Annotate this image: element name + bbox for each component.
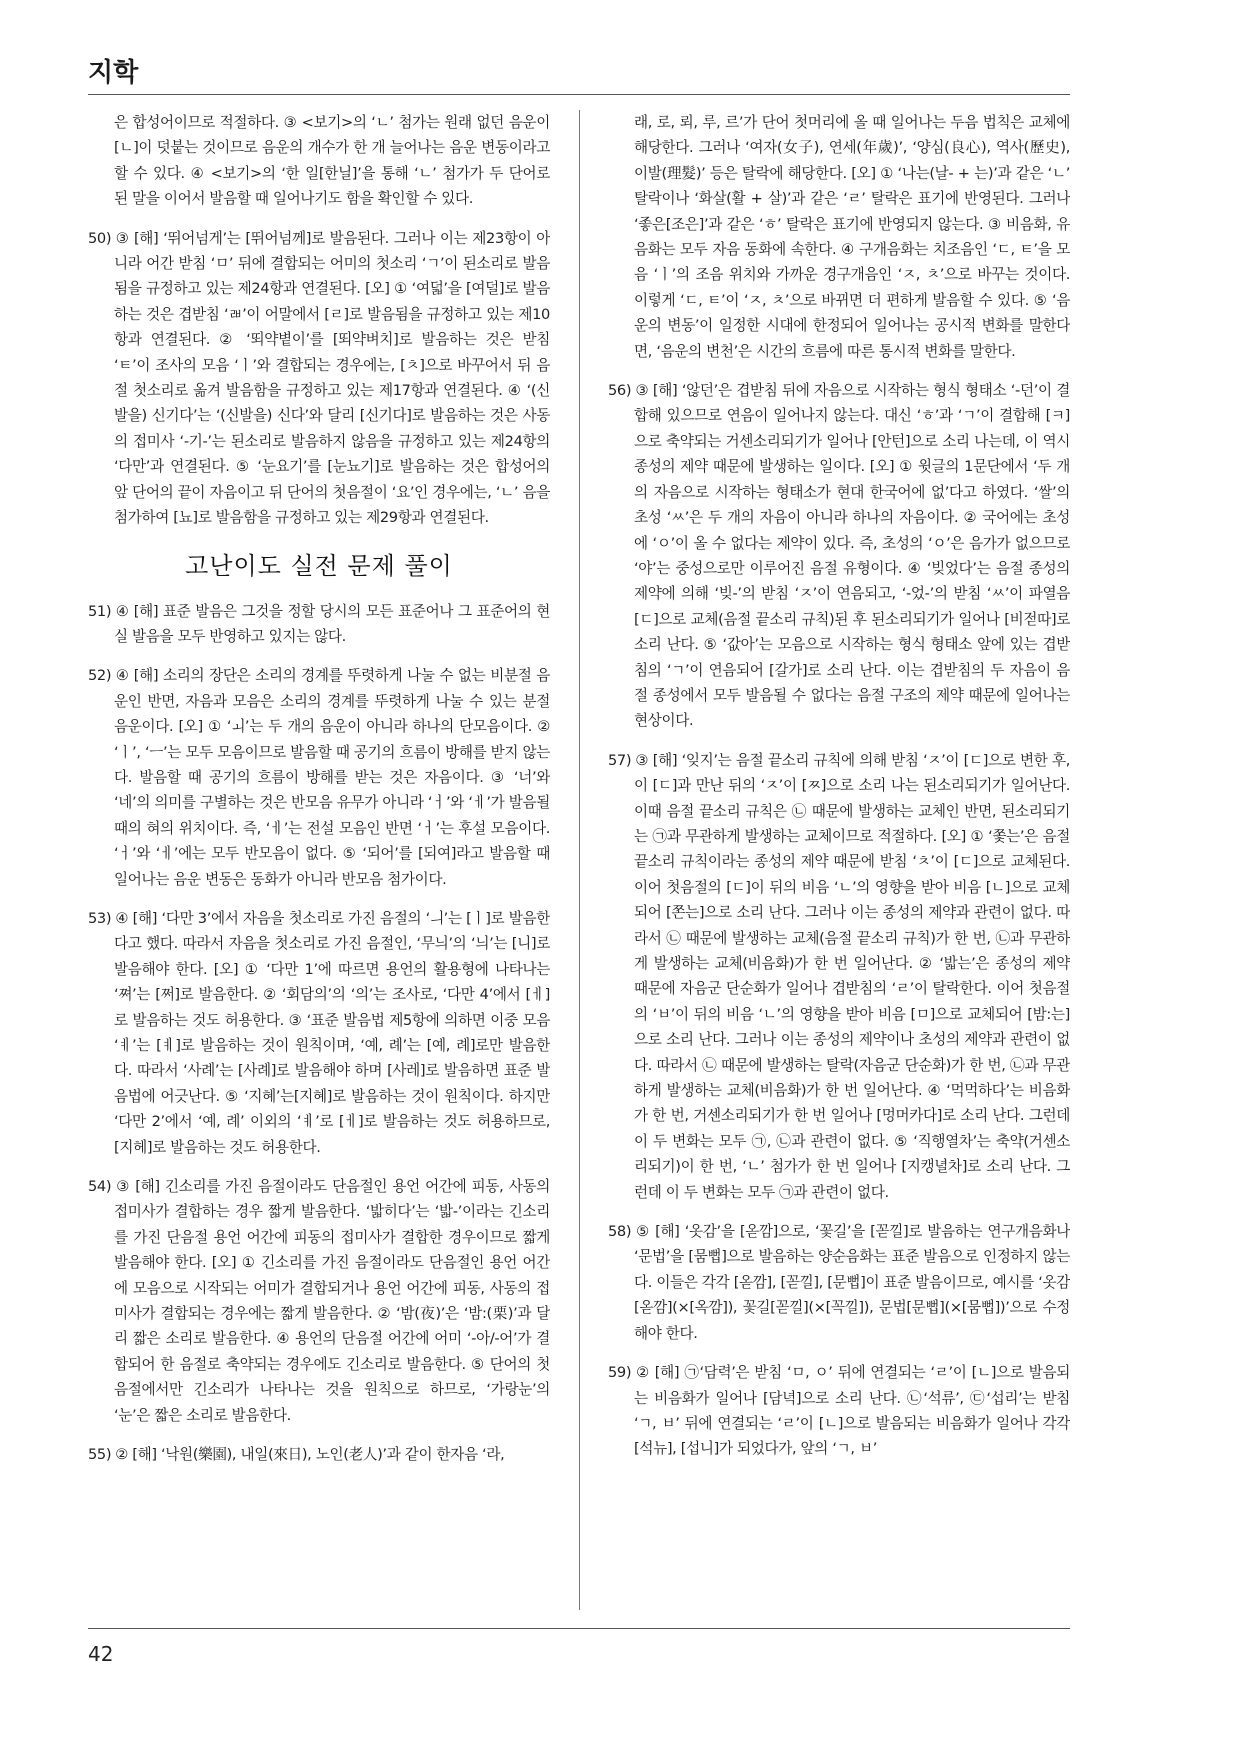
item-number: 50) (88, 229, 112, 247)
answer-item-50 (88, 226, 550, 531)
item-text: ④ [해] ‘다만 3’에서 자음을 첫소리로 가진 음절의 ‘ㅢ’는 [ㅣ]로 발음한다고 했다. 따라서 자음을 첫소리로 가진 음절인, ‘무늬’의 ‘늬’는 [니]로 발음해야 한다. [오] ① ‘다만 1’에 따르면 용언의 활용형에 나타나는 ‘쪄’는 [쩌]로 발음한다. ② ‘회담의’의 ‘의’는 조사로, ‘다만 4’에서 [ㅔ]로 발음하는 것도 허용한다. ③ ‘표준 발음법 제5항에 의하면 이중 모음 ‘ㅖ’는 [ㅖ]로 발음하는 것이 원칙이며, ‘예, 례’는 [예, 례]로만 발음한다. 따라서 ‘사례’는 [사례]로 발음해야 하며 [사레]로 발음하면 표준 발음법에 어긋난다. ⑤ ‘지혜’는[지혜]로 발음하는 것이 원칙이다. 하지만 ‘다만 2’에서 ‘예, 례’ 이외의 ‘ㅖ’로 [ㅔ]로 발음하는 것도 허용하므로, [지헤]로 발음하는 것도 허용한다. (114, 909, 550, 1156)
answer-item-58 (608, 1219, 1070, 1346)
item-text: ② [해] ‘낙원(樂園), 내일(來日), 노인(老人)’과 같이 한자음 ‘라, (115, 1446, 505, 1464)
item-number: 57) (608, 751, 632, 769)
answer-item-51 (88, 599, 550, 650)
item-text: ③ [해] 긴소리를 가진 음절이라도 단음절인 용언 어간에 피동, 사동의 접미사가 결합하는 경우 짧게 발음한다. ‘밟히다’는 ‘밟-’이라는 긴소리를 가진 단음절 용언 어간에 피동의 접미사가 결합한 경우이므로 짧게 발음해야 한다. [오] ① 긴소리를 가진 음절이라도 단음절인 용언 어간에 모음으로 시작되는 어미가 결합되거나 용언 어간에 피동, 사동의 접미사가 결합되는 경우에는 짧게 발음한다. ② ‘밤(夜)’은 ‘밤:(栗)’과 달리 짧은 소리로 발음한다. ④ 용언의 단음절 어간에 어미 ‘-아/-어’가 결합되어 한 음절로 축약되는 경우에도 긴소리로 발음한다. ⑤ 단어의 첫음절에서만 긴소리가 나타나는 것을 원칙으로 하므로, ‘가랑눈’의 ‘눈’은 짧은 소리로 발음한다. (114, 1178, 550, 1424)
section-title: 고난이도 실전 문제 풀이 (185, 551, 453, 580)
answer-item-57 (608, 748, 1070, 1205)
item-number: 56) (608, 382, 632, 400)
footer-rule (88, 1628, 1070, 1629)
answer-item-53 (88, 906, 550, 1160)
answer-item-52 (88, 663, 550, 892)
continued-paragraph: 래, 로, 뢰, 루, 르’가 단어 첫머리에 올 때 일어나는 두음 법칙은 교체에 해당한다. 그러나 ‘여자(女子), 연세(年歲)’, ‘양심(良心), 역사(歷史), 이발(理髮)’ 등은 탈락에 해당한다. [오] ① ‘나는(날- + 는)’과 같은 ‘ㄴ’ 탈락이나 ‘화살(활 + 살)’과 같은 ‘ㄹ’ 탈락은 표기에 반영된다. 그러나 ‘좋은[조은]’과 같은 ‘ㅎ’ 탈락은 표기에 반영되지 않는다. ③ 비음화, 유음화는 모두 자음 동화에 속한다. ④ 구개음화는 치조음인 ‘ㄷ, ㅌ’을 모음 ‘ㅣ’의 조음 위치와 가까운 경구개음인 ‘ㅈ, ㅊ’으로 바꾸는 것이다. 이렇게 ‘ㄷ, ㅌ’이 ‘ㅈ, ㅊ’으로 바뀌면 더 편하게 발음할 수 있다. ⑤ ‘음운의 변동’이 일정한 시대에 한정되어 일어나는 공시적 변화를 말한다면, ‘음운의 변천’은 시간의 흐름에 따른 통시적 변화를 말한다. (634, 114, 1070, 360)
answer-item-56 (608, 378, 1070, 734)
item-text: ③ [해] ‘뛰어넘게’는 [뛰어넘께]로 발음된다. 그러나 이는 제23항이 아니라 어간 받침 ‘ㅁ’ 뒤에 결합되는 어미의 첫소리 ‘ㄱ’이 된소리로 발음됨을 규정하고 있는 제24항과 연결된다. [오] ① ‘여덟’을 [여덜]로 발음하는 것은 겹받침 ‘ㄼ’이 어말에서 [ㄹ]로 발음됨을 규정하고 있는 제10항과 연결된다. ② ‘뙤약볕이’를 [뙤약벼치]로 발음하는 것은 받침 ‘ㅌ’이 조사의 모음 ‘ㅣ’와 결합되는 경우에는, [ㅊ]으로 바꾸어서 뒤 음절 첫소리로 옮겨 발음함을 규정하고 있는 제17항과 연결된다. ④ ‘(신발을) 신기다’는 ‘(신발을) 신다’와 달리 [신기다]로 발음하는 것은 사동의 접미사 ‘-기-’는 된소리로 발음하지 않음을 규정하고 있는 제24항의 ‘다만’과 연결된다. ⑤ ‘눈요기’를 [눈뇨기]로 발음하는 것은 합성어의 앞 단어의 끝이 자음이고 뒤 단어의 첫음절이 ‘요’인 경우에는, ‘ㄴ’ 음을 첨가하여 [뇨]로 발음함을 규정하고 있는 제29항과 연결된다. (114, 229, 550, 527)
answer-item-59 (608, 1360, 1070, 1462)
item-number: 54) (88, 1178, 112, 1196)
page-number: 42 (88, 1642, 114, 1666)
item-text: ③ [해] ‘잊지’는 음절 끝소리 규칙에 의해 받침 ‘ㅈ’이 [ㄷ]으로 변한 후, 이 [ㄷ]과 만난 뒤의 ‘ㅈ’이 [ㅉ]으로 소리 나는 된소리되기가 일어난다. 이때 음절 끝소리 규칙은 ㉡ 때문에 발생하는 교체인 반면, 된소리되기는 ㉠과 무관하게 발생하는 교체이므로 적절하다. [오] ① ‘쫓는’은 음절 끝소리 규칙이라는 종성의 제약 때문에 받침 ‘ㅊ’이 [ㄷ]으로 교체된다. 이어 첫음절의 [ㄷ]이 뒤의 비음 ‘ㄴ’의 영향을 받아 비음 [ㄴ]으로 교체되어 [쫀는]으로 소리 난다. 그러나 이는 종성의 제약과 관련이 없다. 따라서 ㉡ 때문에 발생하는 교체(음절 끝소리 규칙)가 한 번, ㉡과 무관하게 발생하는 교체(비음화)가 한 번 일어난다. ② ‘밟는’은 종성의 제약 때문에 자음군 단순화가 일어나 겹받침의 ‘ㄹ’이 탈락한다. 이어 첫음절의 ‘ㅂ’이 뒤의 비음 ‘ㄴ’의 영향을 받아 비음 [ㅁ]으로 교체되어 [밤:는]으로 소리 난다. 그러나 이는 종성의 제약이나 초성의 제약과 관련이 없다. 따라서 ㉡ 때문에 발생하는 탈락(자음군 단순화)가 한 번, ㉡과 무관하게 발생하는 교체(비음화)가 한 번 일어난다. ④ ‘먹먹하다’는 비음화가 한 번, 거센소리되기가 한 번 일어나 [멍머카다]로 소리 난다. 그런데 이 두 변화는 모두 ㉠, ㉡과 관련이 없다. ⑤ ‘직행열차’는 축약(거센소리되기)이 한 번, ‘ㄴ’ 첨가가 한 번 일어나 [지캥녈차]로 소리 난다. 그런데 이 두 변화는 모두 ㉠과 관련이 없다. (634, 751, 1070, 1201)
running-header-title: 지학 (88, 58, 139, 88)
continued-paragraph: 은 합성어이므로 적절하다. ③ <보기>의 ‘ㄴ’ 첨가는 원래 없던 음운이 [ㄴ]이 덧붙는 것이므로 음운의 개수가 한 개 늘어나는 음운 변동이라고 할 수 있다. ④ <보기>의 ‘한 일[한닐]’을 통해 ‘ㄴ’ 첨가가 두 단어로 된 말을 이어서 발음할 때 일어나기도 함을 확인할 수 있다. (114, 114, 550, 208)
item-text: ② [해] ㉠‘담력’은 받침 ‘ㅁ, ㅇ’ 뒤에 연결되는 ‘ㄹ’이 [ㄴ]으로 발음되는 비음화가 일어나 [담녁]으로 소리 난다. ㉡‘석류’, ㉢‘섭리’는 받침 ‘ㄱ, ㅂ’ 뒤에 연결되는 ‘ㄹ’이 [ㄴ]으로 발음되는 비음화가 일어나 각각 [석뉴], [섭니]가 되었다가, 앞의 ‘ㄱ, ㅂ’ (634, 1364, 1070, 1458)
item-number: 51) (88, 602, 112, 620)
answer-item-54 (88, 1174, 550, 1428)
item-number: 53) (88, 909, 112, 927)
item-text: ④ [해] 소리의 장단은 소리의 경계를 뚜렷하게 나눌 수 없는 비분절 음운인 반면, 자음과 모음은 소리의 경계를 뚜렷하게 나눌 수 있는 분절 음운이다. [오] ① ‘ㅚ’는 두 개의 음운이 아니라 하나의 단모음이다. ② ‘ㅣ’, ‘ㅡ’는 모두 모음이므로 발음할 때 공기의 흐름이 방해를 받지 않는다. 발음할 때 공기의 흐름이 방해를 받는 것은 자음이다. ③ ‘너’와 ‘네’의 의미를 구별하는 것은 반모음 유무가 아니라 ‘ㅓ’와 ‘ㅔ’가 발음될 때의 혀의 위치이다. 즉, ‘ㅔ’는 전설 모음인 반면 ‘ㅓ’는 후설 모음이다. ‘ㅓ’와 ‘ㅔ’에는 모두 반모음이 없다. ⑤ ‘되어’를 [되여]라고 발음할 때 일어나는 음운 변동은 동화가 아니라 반모음 첨가이다. (114, 667, 550, 888)
item-number: 52) (88, 667, 112, 685)
item-number: 58) (608, 1223, 632, 1241)
item-text: ④ [해] 표준 발음은 그것을 정할 당시의 모든 표준어나 그 표준어의 현실 발음을 모두 반영하고 있지는 않다. (114, 602, 550, 645)
item-text: ③ [해] ‘않던’은 겹받침 뒤에 자음으로 시작하는 형식 형태소 ‘-던’이 결합해 있으므로 연음이 일어나지 않는다. 대신 ‘ㅎ’과 ‘ㄱ’이 결합해 [ㅋ]으로 축약되는 거센소리되기가 일어나 [안턴]으로 소리 나는데, 이 역시 종성의 제약 때문에 발생하는 일이다. [오] ① 윗글의 1문단에서 ‘두 개의 자음으로 시작하는 형태소가 현대 한국어에 없’다고 하였다. ‘쌀’의 초성 ‘ㅆ’은 두 개의 자음이 아니라 하나의 자음이다. ② 국어에는 초성에 ‘ㅇ’이 올 수 없다는 제약이 있다. 즉, 초성의 ‘ㅇ’은 음가가 없으므로 ‘야’는 중성으로만 이루어진 음절 유형이다. ④ ‘빚었다’는 음절 종성의 제약에 의해 ‘빚-’의 받침 ‘ㅈ’이 연음되고, ‘-었-’의 받침 ‘ㅆ’이 파열음 [ㄷ]으로 교체(음절 끝소리 규칙)된 후 된소리되기가 일어나 [비젇따]로 소리 난다. ⑤ ‘값아’는 모음으로 시작하는 형식 형태소 앞에 있는 겹받침의 ‘ㄱ’이 연음되어 [갈가]로 소리 난다. 이는 겹받침의 두 자음이 음절 종성에서 모두 발음될 수 없다는 음절 구조의 제약 때문에 일어나는 현상이다. (634, 382, 1070, 730)
header-rule (88, 94, 1070, 95)
item-text: ⑤ [해] ‘옷감’을 [옫깜]으로, ‘꽃길’을 [꼳낄]로 발음하는 연구개음화나 ‘문법’을 [뭄뻡]으로 발음하는 양순음화는 표준 발음으로 인정하지 않는다. 이들은 각각 [옫깜], [꼳낄], [문뻡]이 표준 발음이므로, 예시를 ‘옷감[옫깜](×[옥깜]), 꽃길[꼳낄](×[꼭낄]), 문법[문뻡](×[뭄뻡])’으로 수정해야 한다. (634, 1223, 1070, 1342)
item-number: 55) (88, 1446, 112, 1464)
left-column (88, 110, 550, 1615)
answer-item-55 (88, 1442, 550, 1467)
column-divider (579, 110, 580, 1610)
item-number: 59) (608, 1364, 632, 1382)
right-column (608, 110, 1070, 1615)
